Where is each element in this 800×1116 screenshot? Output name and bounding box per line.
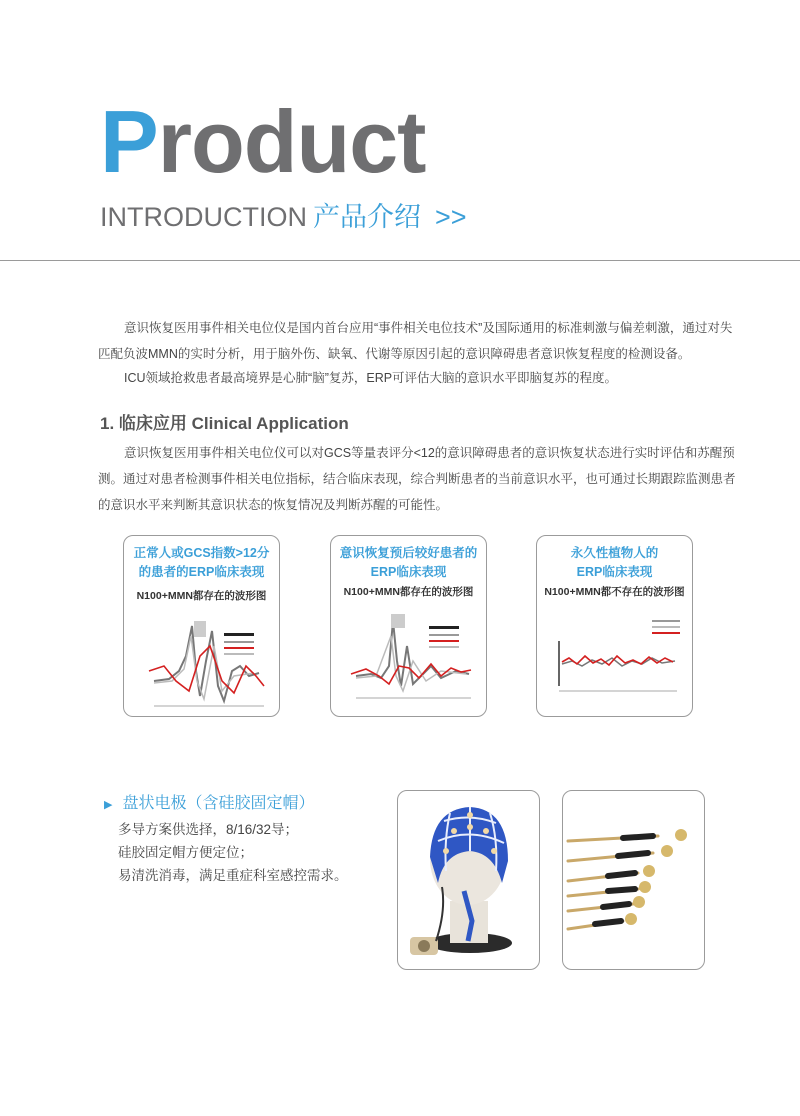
header-divider — [0, 260, 800, 261]
erp-waveform-good-prognosis — [341, 606, 476, 706]
product-features — [118, 818, 348, 887]
feature-item: 多导方案供选择，8/16/32导； — [118, 822, 299, 837]
subtitle-cn: 产品介绍 — [312, 202, 421, 232]
section-title-clinical: 1. 临床应用 Clinical Application — [100, 414, 349, 433]
feature-item: 硅胶固定帽方便定位； — [118, 845, 253, 860]
intro-paragraph-2: ICU领域抢救患者最高境界是心肺“脑”复苏，ERP可评估大脑的意识水平即脑复苏的程度。 — [124, 371, 618, 385]
card-title-line2: ERP临床表现 — [576, 565, 653, 579]
card-title — [537, 544, 692, 582]
card-subtitle: N100+MMN都存在的波形图 — [343, 586, 474, 598]
card-title — [124, 544, 279, 582]
erp-card-vegetative — [536, 535, 693, 717]
erp-waveform-normal — [134, 611, 269, 711]
subtitle-arrows: >> — [434, 202, 467, 232]
feature-item: 易清洗消毒，满足重症科室感控需求。 — [118, 868, 348, 883]
introduction-subtitle — [100, 195, 467, 234]
erp-card-good-prognosis — [330, 535, 487, 717]
card-title-line2: 的患者的ERP临床表现 — [138, 565, 265, 579]
mannequin-cap-icon — [398, 791, 539, 969]
bullet-triangle-icon: ▶ — [104, 799, 113, 811]
product-title-rest: roduct — [157, 92, 426, 191]
electrode-cap-photo — [397, 790, 540, 970]
card-title-line1: 意识恢复预后较好患者的 — [339, 546, 478, 560]
erp-waveform-vegetative — [547, 606, 682, 706]
card-title-line1: 正常人或GCS指数>12分 — [133, 546, 270, 560]
card-title-line2: ERP临床表现 — [370, 565, 447, 579]
card-title-line1: 永久性植物人的 — [570, 546, 659, 560]
card-subtitle: N100+MMN都不存在的波形图 — [544, 586, 685, 598]
card-title — [331, 544, 486, 582]
section-clinical-body: 意识恢复医用事件相关电位仪可以对GCS等量表评分<12的意识障碍患者的意识恢复状态进行实时评估和苏醒预测。通过对患者检测事件相关电位指标，结合临床表现，综合判断患者的当前意识水平，也可通过长期跟踪监测患者的意识水平来判断其意识状态的恢复情况及判断苏醒的可能性。 — [98, 446, 736, 512]
product-bullet-title — [104, 790, 314, 813]
intro-paragraph-1: 意识恢复医用事件相关电位仪是国内首台应用“事件相关电位技术”及国际通用的标准刺激与偏差刺激，通过对失匹配负波MMN的实时分析，用于脑外伤、缺氧、代谢等原因引起的意识障碍患者意识恢复程度的检测设备。 — [98, 321, 733, 361]
disc-electrodes-photo — [562, 790, 705, 970]
product-title — [100, 92, 426, 191]
disc-electrode-icon — [563, 791, 704, 969]
erp-card-normal — [123, 535, 280, 717]
product-bullet-text: 盘状电极（含硅胶固定帽） — [122, 795, 315, 812]
card-subtitle: N100+MMN都存在的波形图 — [136, 590, 267, 602]
subtitle-en: INTRODUCTION — [100, 202, 307, 232]
product-title-first-letter: P — [100, 92, 158, 191]
